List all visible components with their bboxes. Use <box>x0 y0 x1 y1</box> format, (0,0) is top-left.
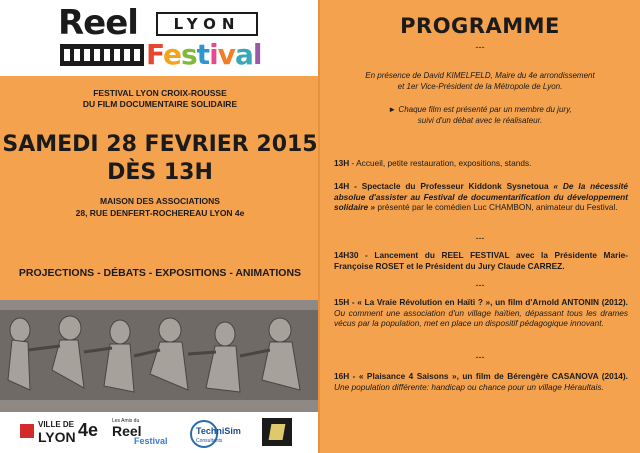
reel-festival-logo <box>58 3 270 71</box>
venue-address: 28, RUE DENFERT-ROCHEREAU LYON 4e <box>75 208 245 218</box>
programme-item-14h30: 14H30 - Lancement du REEL FESTIVAL avec la Présidente Marie-Françoise ROSET et le Président du Jury Claude CARREZ. <box>334 250 628 271</box>
event-date: SAMEDI 28 FEVRIER 2015 <box>2 132 318 157</box>
sponsor-strip <box>0 412 320 453</box>
programme-item-14h: 14H - Spectacle du Professeur Kiddonk Sysnetoua « De la nécessité absolue d'assister au Festival de documentarification du développement solidaire » présenté par le comédien Luc CHAMBON, animateur du Festival. <box>334 181 628 212</box>
technisim-logo: TechniSim Consultants <box>190 418 240 448</box>
logo-lyon: LYON <box>156 12 258 36</box>
ville-de-lyon-logo: VILLE DE LYON 4e <box>20 418 92 448</box>
programme-title: PROGRAMME <box>400 14 560 38</box>
sponsor-box-logo <box>262 418 292 446</box>
lyon-lion-icon <box>20 424 34 438</box>
event-time: DÈS 13H <box>107 160 213 185</box>
subtitle-line-1: FESTIVAL LYON CROIX-ROUSSE <box>93 88 227 98</box>
programme-item-13h: 13H - Accueil, petite restauration, expositions, stands. <box>334 158 532 168</box>
separator: --- <box>475 42 485 52</box>
separator: --- <box>475 233 485 243</box>
subtitle-line-2: DU FILM DOCUMENTAIRE SOLIDAIRE <box>82 99 238 109</box>
intro-line-2: et 1er Vice-Président de la Métropole de Lyon. <box>397 82 563 91</box>
right-panel <box>320 0 640 453</box>
separator: --- <box>475 280 485 290</box>
programme-item-15h: 15H - « La Vraie Révolution en Haïti ? », un film d'Arnold ANTONIN (2012). Ou comment une association d'un village haïtien, dépassant tous les drames vécus par la population, met en place un dispositif pédagogique innovant. <box>334 297 628 328</box>
programme-item-16h: 16H - « Plaisance 4 Saisons », un film de Bérengère CASANOVA (2014). Une population différente: handicap ou chance pour un village Héraultais. <box>334 371 628 392</box>
logo-festival: Festival <box>146 38 262 71</box>
intro-line-4: suivi d'un débat avec le réalisateur. <box>417 116 543 125</box>
carved-relief-photo <box>0 300 320 412</box>
logo-reel: Reel <box>58 3 138 43</box>
film-strip-icon <box>60 44 144 66</box>
logo-box <box>0 0 320 76</box>
venue-name: MAISON DES ASSOCIATIONS <box>100 196 220 206</box>
activities-line: PROJECTIONS - DÉBATS - EXPOSITIONS - ANIMATIONS <box>18 267 302 279</box>
separator: --- <box>475 352 485 362</box>
intro-line-1: En présence de David KIMELFELD, Maire du 4e arrondissement <box>365 71 595 80</box>
amis-reel-festival-logo: Les Amis du Reel Festival <box>112 418 168 446</box>
intro-line-3: ► Chaque film est présenté par un membre du jury, <box>388 105 572 114</box>
